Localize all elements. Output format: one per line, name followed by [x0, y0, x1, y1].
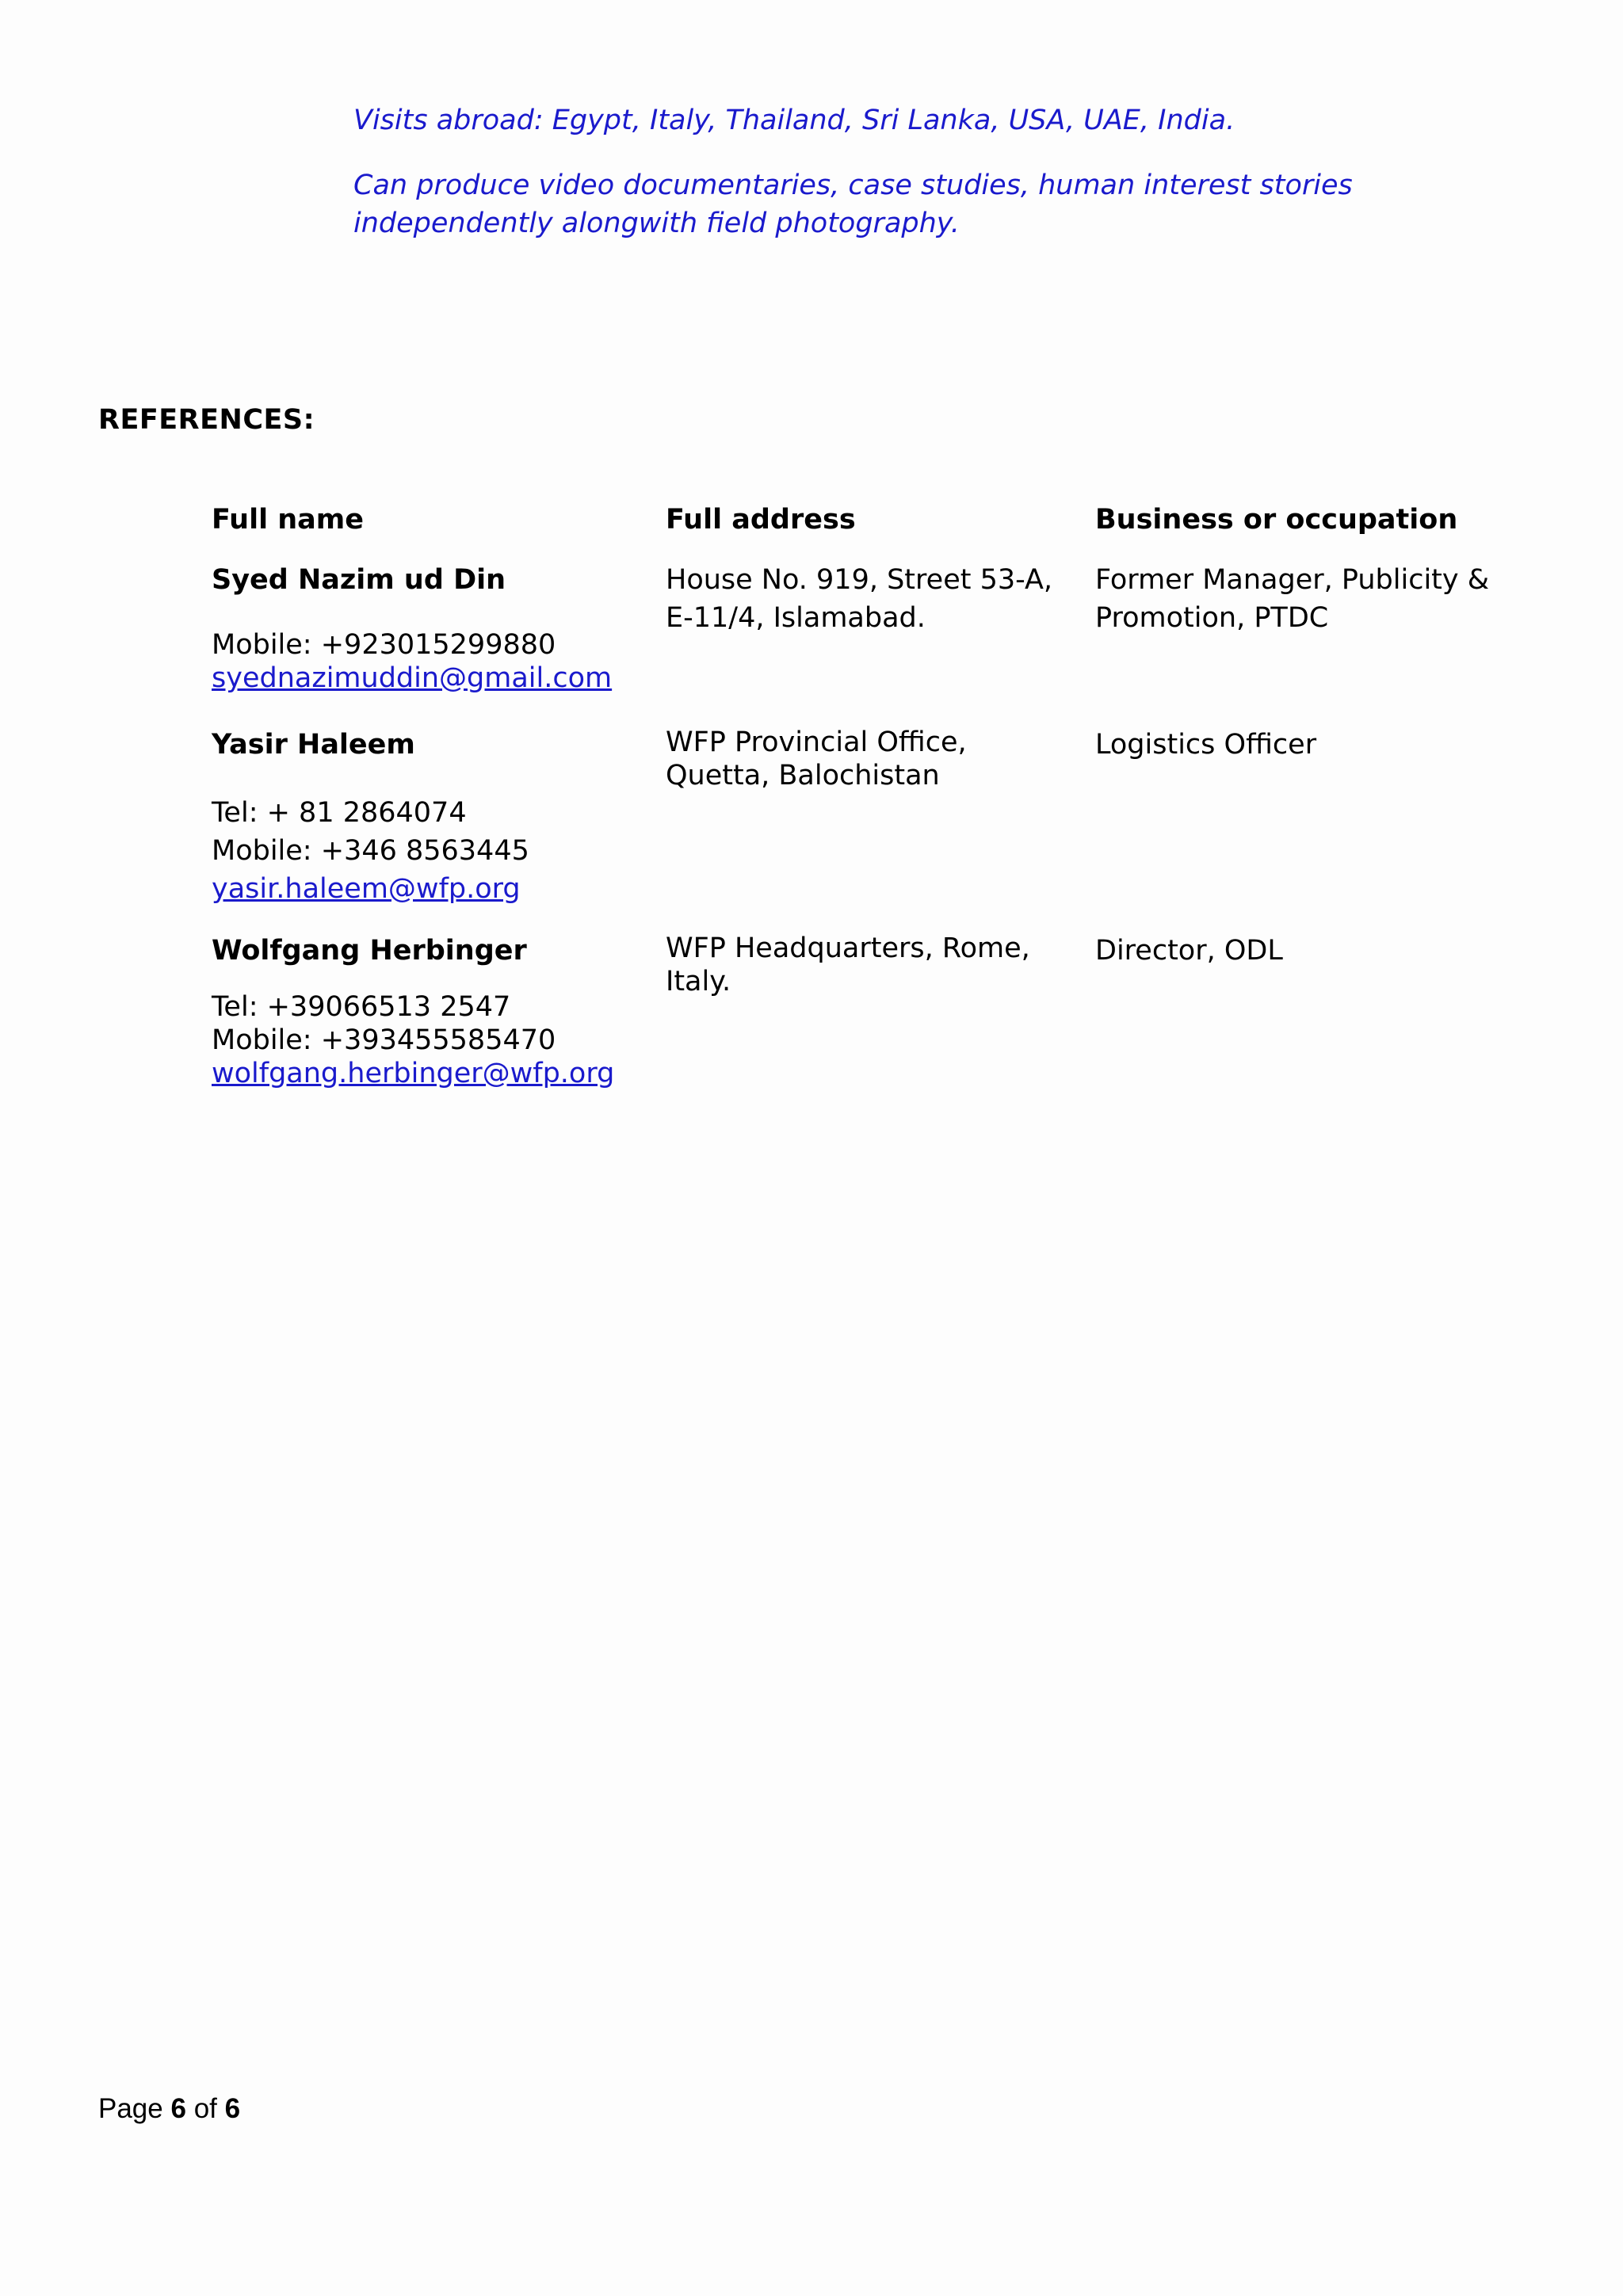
- reference-name: Yasir Haleem: [212, 729, 415, 761]
- header-full-name: Full name: [212, 504, 365, 536]
- reference-1-occupation: Former Manager, Publicity & Promotion, PTDC: [1095, 564, 1490, 634]
- header-occupation: Business or occupation: [1095, 504, 1458, 536]
- reference-2-contact: [212, 726, 529, 908]
- page-number: [98, 2093, 240, 2125]
- reference-2-address: WFP Provincial Office, Quetta, Balochistan: [666, 727, 967, 791]
- reference-email-link[interactable]: yasir.haleem@wfp.org: [212, 873, 521, 905]
- reference-name: Syed Nazim ud Din: [212, 564, 506, 596]
- visits-abroad-text: Visits abroad: Egypt, Italy, Thailand, Sri Lanka, USA, UAE, India.: [353, 105, 1235, 136]
- reference-3-address: WFP Headquarters, Rome, Italy.: [666, 933, 1030, 997]
- reference-email-link[interactable]: wolfgang.herbinger@wfp.org: [212, 1058, 615, 1089]
- reference-phone: Tel: + 81 2864074: [212, 797, 467, 829]
- total-pages: 6: [224, 2093, 241, 2124]
- reference-1-address: House No. 919, Street 53-A, E-11/4, Islamabad.: [666, 564, 1053, 634]
- reference-phone: Mobile: +923015299880: [212, 629, 556, 661]
- current-page: 6: [170, 2093, 186, 2124]
- header-full-address: Full address: [666, 504, 856, 536]
- reference-phone: Tel: +39066513 2547: [212, 991, 511, 1023]
- reference-2-occupation: Logistics Officer: [1095, 729, 1317, 761]
- reference-mobile: Mobile: +346 8563445: [212, 835, 529, 867]
- reference-name: Wolfgang Herbinger: [212, 935, 527, 967]
- skills-text: Can produce video documentaries, case studies, human interest stories independently alongwith field photography.: [353, 170, 1353, 239]
- reference-3-occupation: Director, ODL: [1095, 935, 1283, 967]
- of-word: of: [193, 2093, 217, 2124]
- reference-email-link[interactable]: syednazimuddin@gmail.com: [212, 662, 613, 694]
- reference-mobile: Mobile: +393455585470: [212, 1024, 556, 1056]
- page-word: Page: [98, 2093, 163, 2124]
- reference-1-contact: [212, 561, 612, 697]
- references-heading: REFERENCES:: [98, 404, 315, 436]
- reference-3-contact: [212, 932, 614, 1090]
